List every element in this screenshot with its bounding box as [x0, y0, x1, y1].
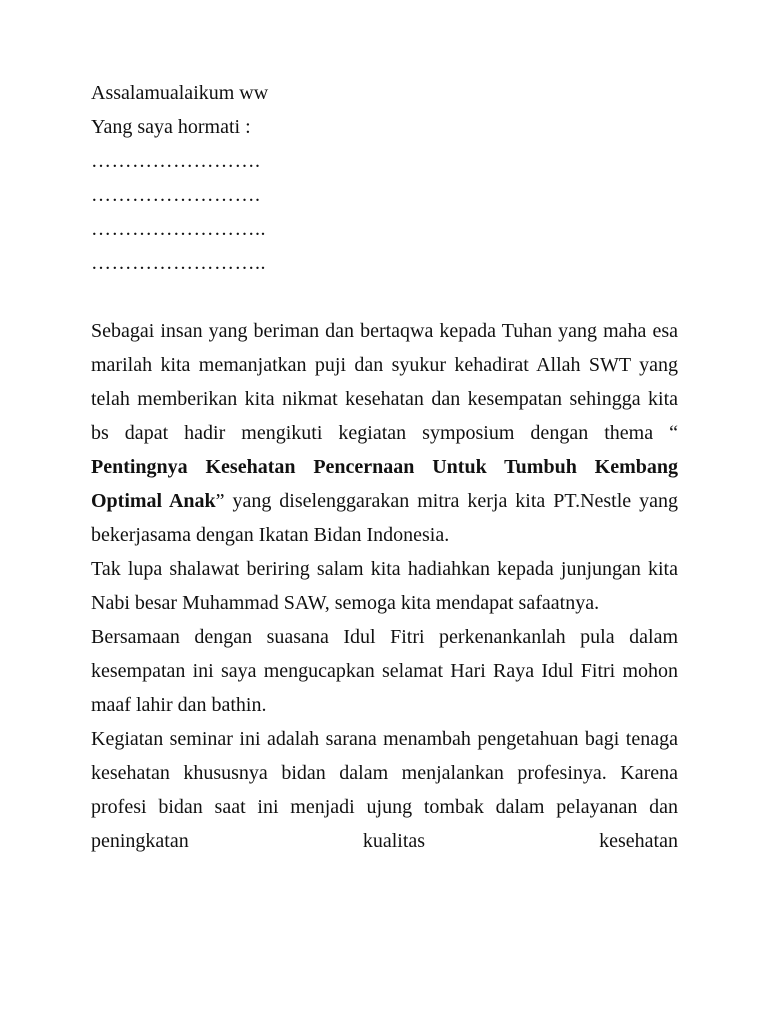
blank-line [91, 280, 678, 314]
paragraph-idul-fitri: Bersamaan dengan suasana Idul Fitri perkenankanlah pula dalam kesempatan ini saya mengucapkan selamat Hari Raya Idul Fitri mohon maaf lahir dan bathin. [91, 626, 678, 716]
paragraph-opening [91, 314, 678, 552]
placeholder-line: ……………………. [91, 184, 261, 206]
placeholder-line: …………………….. [91, 252, 266, 274]
symposium-theme: Pentingnya Kesehatan Pencernaan Untuk Tumbuh Kembang Optimal Anak [91, 456, 678, 512]
document-page [91, 76, 678, 858]
paragraph-opening-text: Sebagai insan yang beriman dan bertaqwa kepada Tuhan yang maha esa marilah kita memanjatkan puji dan syukur kehadirat Allah SWT yang telah memberikan kita nikmat kesehatan dan kesempatan sehingga kita bs dapat hadir mengikuti kegiatan symposium dengan thema “ [91, 320, 678, 444]
greeting-salam: Assalamualaikum ww [91, 82, 269, 104]
placeholder-line: …………………….. [91, 218, 266, 240]
greeting-hormat: Yang saya hormati : [91, 116, 251, 138]
paragraph-seminar: Kegiatan seminar ini adalah sarana menambah pengetahuan bagi tenaga kesehatan khususnya bidan dalam menjalankan profesinya. Karena profesi bidan saat ini menjadi ujung tombak dalam pelayanan dan peningkatan kualitas kesehatan [91, 728, 678, 852]
placeholder-line: ……………………. [91, 150, 261, 172]
paragraph-opening-tail: ” yang diselenggarakan mitra kerja kita PT.Nestle yang bekerjasama dengan Ikatan Bidan Indonesia. [91, 490, 678, 546]
paragraph-shalawat: Tak lupa shalawat beriring salam kita hadiahkan kepada junjungan kita Nabi besar Muhammad SAW, semoga kita mendapat safaatnya. [91, 558, 678, 614]
